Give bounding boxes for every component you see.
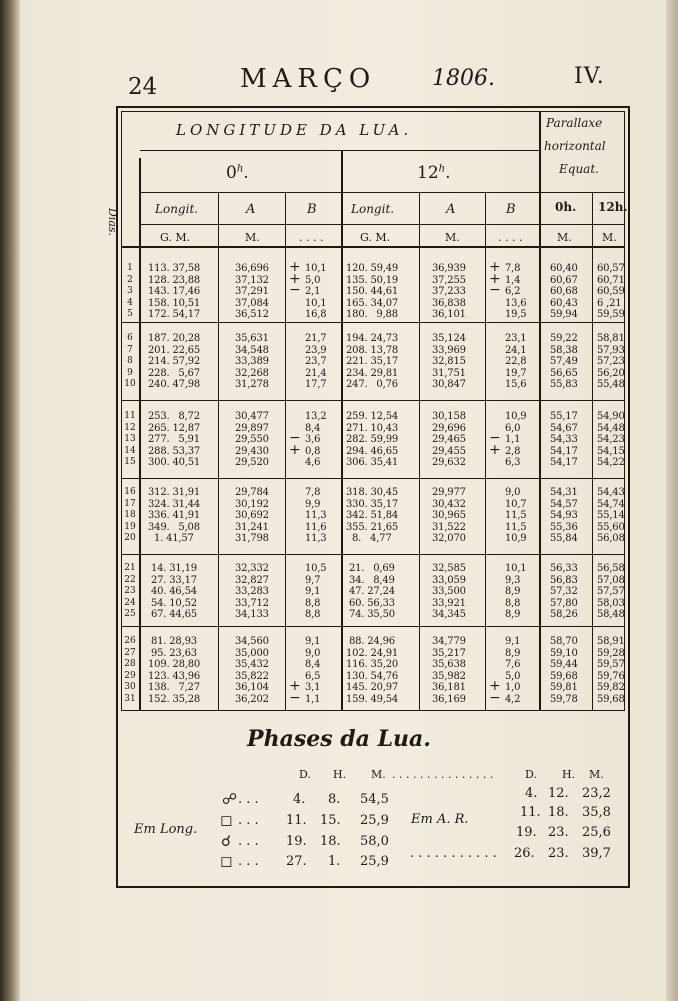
unit-m: M. — [245, 231, 260, 244]
a-12h: 34,779 35,217 35,638 35,982 36,181 36,169 — [432, 636, 466, 705]
divider — [485, 192, 486, 711]
leader: . . . . . . . . . . . — [410, 846, 497, 861]
b-12h-signs: − + — [489, 430, 501, 458]
col-h-2: H. — [562, 768, 576, 781]
hour-2: 12. — [548, 786, 569, 801]
day-2: 26. — [514, 846, 535, 861]
b-0h: 10,1 5,0 2,1 10,1 16,8 — [305, 263, 327, 321]
col-d-2: D. — [525, 768, 537, 781]
day-2: 11. — [520, 805, 541, 820]
phases-title: Phases da Lua. — [247, 726, 431, 752]
unit-dots: . . . . — [498, 231, 523, 244]
day-2: 19. — [516, 825, 537, 840]
leader: . . . — [238, 854, 259, 869]
minute: 25,9 — [360, 854, 389, 869]
col-h: H. — [333, 768, 347, 781]
minute: 58,0 — [360, 834, 389, 849]
b-12h: 23,1 24,1 22,8 19,7 15,6 — [505, 333, 527, 391]
page-number: 24 — [128, 74, 158, 100]
parallax-0h: 58,70 59,10 59,44 59,68 59,81 59,78 — [550, 636, 578, 705]
a-12h: 36,939 37,255 37,233 36,838 36,101 — [432, 263, 466, 321]
parallax-label-3: Equat. — [559, 162, 599, 176]
minute: 25,9 — [360, 813, 389, 828]
parallax-0h: 55,17 54,67 54,33 54,17 54,17 — [550, 411, 578, 469]
b-12h: 9,1 8,9 7,6 5,0 1,0 4,2 — [505, 636, 521, 705]
day: 27. — [286, 854, 307, 869]
quadrature-icon: ◻ — [220, 811, 233, 829]
divider — [140, 150, 539, 151]
divider — [419, 192, 420, 711]
parallax-12h: 54,90 54,48 54,23 54,15 54,22 — [597, 411, 625, 469]
col-m-2: M. — [589, 768, 604, 781]
day-numbers: 21 22 23 24 25 — [124, 563, 136, 620]
b-0-header: B — [307, 202, 317, 217]
minute-2: 23,2 — [582, 786, 611, 801]
b-0h: 13,2 8,4 3,6 0,8 4,6 — [305, 411, 327, 469]
b-12h: 9,0 10,7 11,5 11,5 10,9 — [505, 487, 527, 545]
a-0h: 30,477 29,897 29,550 29,430 29,520 — [235, 411, 269, 469]
longit-12-header: Longit. — [351, 202, 395, 216]
a-0-header: A — [246, 202, 256, 217]
divider — [140, 224, 625, 225]
col-d: D. — [299, 768, 311, 781]
longitude-12h: 120. 59,49 135. 50,19 150. 44,61 165. 34,07 180. 9,88 — [346, 263, 399, 321]
minute-2: 25,6 — [582, 825, 611, 840]
minute-2: 35,8 — [582, 805, 611, 820]
table-title: LONGITUDE DA LUA. — [176, 121, 413, 139]
unit-m: M. — [445, 231, 460, 244]
minute: 54,5 — [360, 792, 389, 807]
parallax-label-2: horizontal — [544, 139, 606, 153]
parallax-12h: 54,43 54,74 55,14 55,60 56,08 — [597, 487, 625, 545]
day-numbers: 6 7 8 9 10 — [124, 333, 136, 390]
parallax-12h: 60,57 60,71 60,59 6 ,21 59,59 — [597, 263, 625, 321]
leader: . . . — [238, 792, 259, 807]
longitude-12h: 318. 30,45 330. 35,17 342. 51,84 355. 21,65 8. 4,77 — [346, 487, 399, 545]
hour-2: 23. — [548, 846, 569, 861]
parallax-0-header: 0h. — [555, 200, 577, 214]
parallax-12h: 56,58 57,08 57,57 58,03 58,48 — [597, 563, 625, 621]
longitude-12h: 259. 12,54 271. 10,43 282. 59,99 294. 46,65 306. 35,41 — [346, 411, 399, 469]
leader: . . . — [238, 813, 259, 828]
b-12h-signs: + + − — [489, 259, 501, 299]
day-numbers: 11 12 13 14 15 — [124, 411, 136, 468]
divider — [539, 111, 541, 711]
longitude-0h: 187. 20,28 201. 22,65 214. 57,92 228. 5,67 240. 47,98 — [148, 333, 201, 391]
day-numbers: 1 2 3 4 5 — [127, 263, 133, 320]
leader: . . . — [238, 834, 259, 849]
divider — [121, 400, 625, 401]
b-12h: 10,9 6,0 1,1 2,8 6,3 — [505, 411, 527, 469]
quadrature-icon: ◻ — [220, 852, 233, 870]
unit-m: M. — [557, 231, 572, 244]
divider — [140, 192, 625, 193]
longitude-0h: 312. 31,91 324. 31,44 336. 41,91 349. 5,08 1. 41,57 — [148, 487, 201, 545]
parallax-0h: 60,40 60,67 60,68 60,43 59,94 — [550, 263, 578, 321]
a-12-header: A — [446, 202, 456, 217]
hour: 18. — [320, 834, 341, 849]
day: 11. — [286, 813, 307, 828]
hour-2: 23. — [548, 825, 569, 840]
longitude-0h: 81. 28,93 95. 23,63 109. 28,80 123. 43,96 138. 7,27 152. 35,28 — [148, 636, 201, 705]
page-edge — [666, 0, 678, 1001]
b-0h: 7,8 9,9 11,3 11,6 11,3 — [305, 487, 327, 545]
col-m: M. — [371, 768, 386, 781]
day-numbers: 16 17 18 19 20 — [124, 487, 136, 544]
b-0h: 21,7 23,9 23,7 21,4 17,7 — [305, 333, 327, 391]
divider — [592, 192, 593, 711]
longitude-12h: 194. 24,73 208. 13,78 221. 35,17 234. 29,81 247. 0,76 — [346, 333, 399, 391]
parallax-12h: 58,81 57,93 57,23 56,20 55,48 — [597, 333, 625, 391]
dias-label: Dias. — [106, 208, 119, 237]
unit-m: M. — [602, 231, 617, 244]
a-12h: 29,977 30,432 30,965 31,522 32,070 — [432, 487, 466, 545]
opposition-icon: ☍ — [222, 790, 238, 808]
longitude-0h: 113. 37,58 128. 23,88 143. 17,46 158. 10,51 172. 54,17 — [148, 263, 201, 321]
divider — [285, 192, 286, 711]
b-0h-signs: − + — [289, 430, 301, 458]
b-12h: 10,1 9,3 8,9 8,8 8,9 — [505, 563, 527, 621]
unit-gm: G. M. — [360, 231, 391, 244]
divider — [121, 554, 625, 555]
parallax-0h: 56,33 56,83 57,32 57,80 58,26 — [550, 563, 578, 621]
longitude-12h: 21. 0,69 34. 8,49 47. 27,24 60. 56,33 74. 35,50 — [348, 563, 395, 621]
b-0h-signs: + − — [289, 678, 301, 706]
longit-0-header: Longit. — [155, 202, 199, 216]
conjunction-icon: ☌ — [221, 832, 232, 850]
longitude-0h: 14. 31,19 27. 33,17 40. 46,54 54. 10,52 67. 44,65 — [150, 563, 197, 621]
a-0h: 35,631 34,548 33,389 32,268 31,278 — [235, 333, 269, 391]
unit-dots: . . . . — [299, 231, 324, 244]
longitude-12h: 88. 24,96 102. 24,91 116. 35,20 130. 54,76 145. 20,97 159. 49,54 — [346, 636, 399, 705]
month-title: MARÇO — [240, 64, 377, 94]
divider — [121, 322, 625, 323]
divider — [139, 158, 141, 711]
minute-2: 39,7 — [582, 846, 611, 861]
unit-gm: G. M. — [160, 231, 191, 244]
em-long-label: Em Long. — [134, 822, 198, 837]
b-0h: 10,5 9,7 9,1 8,8 8,8 — [305, 563, 327, 621]
day-2: 4. — [525, 786, 538, 801]
b-0h-signs: + + − — [289, 259, 301, 299]
a-0h: 36,696 37,132 37,291 37,084 36,512 — [235, 263, 269, 321]
day: 19. — [286, 834, 307, 849]
parallax-label-1: Parallaxe — [546, 116, 603, 130]
dot-leader: . . . . . . . . . . . . . . . — [392, 768, 494, 781]
a-12h: 35,124 33,969 32,815 31,751 30,847 — [432, 333, 466, 391]
book-spine — [0, 0, 20, 1001]
hour: 8. — [328, 792, 341, 807]
em-ar-label: Em A. R. — [411, 812, 469, 827]
parallax-0h: 59,22 58,38 57,49 56,65 55,83 — [550, 333, 578, 391]
parallax-12-header: 12h. — [598, 200, 628, 214]
a-12h: 30,158 29,696 29,465 29,455 29,632 — [432, 411, 466, 469]
b-12h: 7,8 1,4 6,2 13,6 19,5 — [505, 263, 527, 321]
divider — [218, 192, 219, 711]
b-12h-signs: + − — [489, 678, 501, 706]
day: 4. — [293, 792, 306, 807]
b-0h: 9,1 9,0 8,4 6,5 3,1 1,1 — [305, 636, 321, 705]
b-12-header: B — [506, 202, 516, 217]
section-number: IV. — [574, 64, 605, 89]
a-0h: 29,784 30,192 30,692 31,241 31,798 — [235, 487, 269, 545]
a-12h: 32,585 33,059 33,500 33,921 34,345 — [432, 563, 466, 621]
hour: 15. — [320, 813, 341, 828]
a-0h: 34,560 35,000 35,432 35,822 36,104 36,202 — [235, 636, 269, 705]
a-0h: 32,332 32,827 33,283 33,712 34,133 — [235, 563, 269, 621]
hour: 1. — [328, 854, 341, 869]
divider — [121, 478, 625, 479]
parallax-0h: 54,31 54,57 54,93 55,36 55,84 — [550, 487, 578, 545]
parallax-12h: 58,91 59,28 59,57 59,76 59,82 59,68 — [597, 636, 625, 705]
day-numbers: 26 27 28 29 30 31 — [124, 636, 136, 704]
hour-0-header: 0$^h$. — [226, 163, 249, 183]
running-header — [0, 64, 678, 98]
hour-12-header: 12$^h$. — [417, 163, 451, 183]
hour-2: 18. — [548, 805, 569, 820]
divider — [121, 626, 625, 627]
year: 1806. — [432, 66, 495, 91]
longitude-0h: 253. 8,72 265. 12,87 277. 5,91 288. 53,37 300. 40,51 — [148, 411, 201, 469]
divider — [121, 246, 625, 248]
